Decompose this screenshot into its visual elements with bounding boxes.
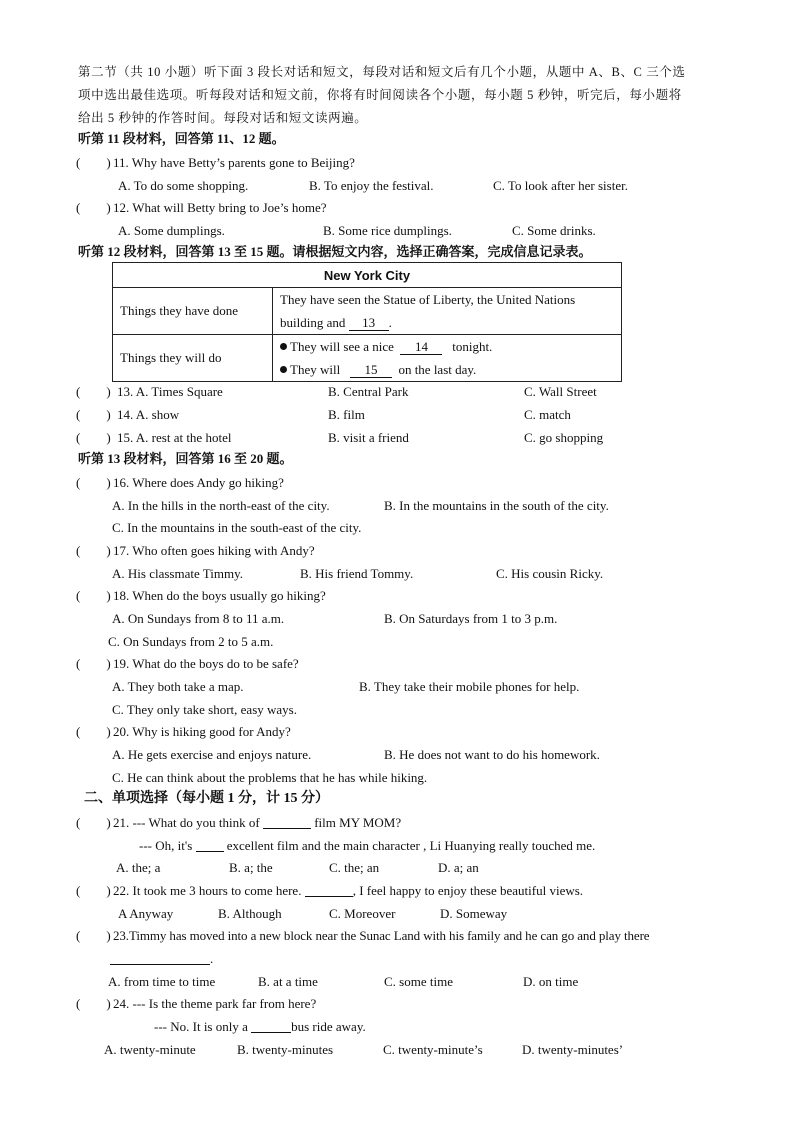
q19-option-a: A. They both take a map. (112, 679, 244, 694)
q21-option-b: B. a; the (229, 860, 273, 875)
q18-option-a: A. On Sundays from 8 to 11 a.m. (112, 611, 285, 626)
q15-option-c: C. go shopping (524, 430, 604, 445)
section-intro-line-1: 第二节（共 10 小题）听下面 3 段长对话和短文，每段对话和短文后有几个小题，从题中 A、B、C 三个选 (78, 65, 686, 79)
part-2-heading: 二、单项选择（每小题 1 分，计 15 分） (84, 791, 329, 806)
blank-24[interactable] (251, 1020, 291, 1033)
blank-14[interactable]: 14 (400, 340, 442, 355)
q23-option-b: B. at a time (258, 974, 318, 989)
question-17: 17. Who often goes hiking with Andy? (113, 543, 315, 558)
bullet-icon (280, 366, 287, 373)
q23-option-a: A. from time to time (108, 974, 216, 989)
table-row-done-line-1: They have seen the Statue of Liberty, the United Nations (280, 292, 576, 307)
q23-option-d: D. on time (523, 974, 579, 989)
q24-option-a: A. twenty-minute (104, 1042, 196, 1057)
section-13-heading: 听第 13 段材料，回答第 16 至 20 题。 (78, 451, 293, 466)
q20-option-a: A. He gets exercise and enjoys nature. (112, 747, 312, 762)
q18-option-c: C. On Sundays from 2 to 5 a.m. (108, 634, 274, 649)
q20-option-c: C. He can think about the problems that he has while hiking. (112, 770, 428, 785)
q17-option-b: B. His friend Tommy. (300, 566, 414, 581)
q20-option-b: B. He does not want to do his homework. (384, 747, 600, 762)
q11-option-b: B. To enjoy the festival. (309, 178, 434, 193)
question-19: 19. What do the boys do to be safe? (113, 656, 299, 671)
answer-bracket[interactable]: ( ) (76, 475, 111, 490)
q14-option-c: C. match (524, 407, 571, 422)
question-18: 18. When do the boys usually go hiking? (113, 588, 326, 603)
question-21: 21. --- What do you think of film MY MOM? (113, 815, 402, 830)
answer-bracket[interactable]: ( ) (76, 430, 111, 445)
q16-option-a: A. In the hills in the north-east of the city. (112, 498, 330, 513)
question-16: 16. Where does Andy go hiking? (113, 475, 284, 490)
q18-option-b: B. On Saturdays from 1 to 3 p.m. (384, 611, 558, 626)
answer-bracket[interactable]: ( ) (76, 883, 111, 898)
q22-option-d: D. Someway (440, 906, 508, 921)
question-15: 15. A. rest at the hotel (117, 430, 232, 445)
q12-option-a: A. Some dumplings. (118, 223, 225, 238)
answer-bracket[interactable]: ( ) (76, 996, 111, 1011)
table-row-label-will-do: Things they will do (113, 335, 273, 382)
answer-bracket[interactable]: ( ) (76, 928, 111, 943)
question-23: 23.Timmy has moved into a new block near the Sunac Land with his family and he can go and play there (113, 928, 650, 943)
info-record-table (112, 262, 622, 382)
section-11-heading: 听第 11 段材料，回答第 11、12 题。 (78, 131, 285, 146)
answer-bracket[interactable]: ( ) (76, 407, 111, 422)
q17-option-c: C. His cousin Ricky. (496, 566, 604, 581)
q24-option-c: C. twenty-minute’s (383, 1042, 483, 1057)
answer-bracket[interactable]: ( ) (76, 815, 111, 830)
question-11: 11. Why have Betty’s parents gone to Beijing? (113, 155, 355, 170)
table-row-will-do-content (273, 335, 622, 382)
answer-bracket[interactable]: ( ) (76, 588, 111, 603)
section-intro-line-3: 给出 5 秒钟的作答时间。每段对话和短文读两遍。 (78, 111, 368, 125)
q12-option-c: C. Some drinks. (512, 223, 596, 238)
q23-option-c: C. some time (384, 974, 453, 989)
q19-option-b: B. They take their mobile phones for help. (359, 679, 580, 694)
section-12-heading: 听第 12 段材料，回答第 13 至 15 题。请根据短文内容，选择正确答案，完成信息记录表。 (78, 244, 592, 259)
q19-option-c: C. They only take short, easy ways. (112, 702, 297, 717)
answer-bracket[interactable] (76, 155, 111, 171)
blank-22[interactable] (305, 884, 353, 897)
answer-bracket[interactable]: ( ) (76, 384, 111, 399)
q22-option-b: B. Although (218, 906, 282, 921)
table-row-done-line-2: building and 13 . (280, 315, 392, 330)
answer-bracket[interactable]: ( ) (76, 200, 111, 215)
bracket-left: ( (76, 155, 81, 170)
question-24-line-2: --- No. It is only a bus ride away. (154, 1019, 366, 1034)
q21-option-d: D. a; an (438, 860, 479, 875)
answer-bracket[interactable]: ( ) (76, 724, 111, 739)
q24-option-b: B. twenty-minutes (237, 1042, 334, 1057)
blank-21b[interactable] (196, 839, 224, 852)
q16-option-c: C. In the mountains in the south-east of the city. (112, 520, 362, 535)
question-24: 24. --- Is the theme park far from here? (113, 996, 317, 1011)
q12-option-b: B. Some rice dumplings. (323, 223, 452, 238)
q13-option-c: C. Wall Street (524, 384, 597, 399)
question-20: 20. Why is hiking good for Andy? (113, 724, 291, 739)
bullet-icon (280, 343, 287, 350)
q21-option-c: C. the; an (329, 860, 380, 875)
section-intro-line-2: 项中选出最佳选项。听每段对话和短文前，你将有时间阅读各个小题，每小题 5 秒钟，听完后，每小题将 (78, 88, 682, 102)
table-row-will-do-line-1: They will see a nice 14 tonight. (280, 335, 614, 358)
question-21-line-2: --- Oh, it's excellent film and the main character , Li Huanying really touched me. (139, 838, 596, 853)
q15-option-b: B. visit a friend (328, 430, 409, 445)
answer-bracket[interactable]: ( ) (76, 656, 111, 671)
q13-option-b: B. Central Park (328, 384, 409, 399)
blank-21a[interactable] (263, 816, 311, 829)
q14-option-b: B. film (328, 407, 365, 422)
blank-15[interactable]: 15 (350, 363, 392, 378)
q11-option-a: A. To do some shopping. (118, 178, 249, 193)
q21-option-a: A. the; a (116, 860, 161, 875)
q17-option-a: A. His classmate Timmy. (112, 566, 243, 581)
blank-13[interactable]: 13 (349, 316, 389, 331)
question-12: 12. What will Betty bring to Joe’s home? (113, 200, 327, 215)
q22-option-c: C. Moreover (329, 906, 396, 921)
bracket-right: ) (106, 155, 111, 170)
question-23-line-2: . (110, 951, 213, 967)
table-row-will-do-line-2: They will 15 on the last day. (280, 358, 614, 381)
blank-23[interactable] (110, 952, 210, 965)
question-14: 14. A. show (117, 407, 180, 422)
q22-option-a: A Anyway (118, 906, 174, 921)
q24-option-d: D. twenty-minutes’ (522, 1042, 624, 1057)
q16-option-b: B. In the mountains in the south of the city. (384, 498, 609, 513)
table-row-done-content (273, 288, 622, 335)
answer-bracket[interactable]: ( ) (76, 543, 111, 558)
question-22: 22. It took me 3 hours to come here. , I feel happy to enjoy these beautiful views. (113, 883, 584, 898)
q11-option-c: C. To look after her sister. (493, 178, 628, 193)
question-13: 13. A. Times Square (117, 384, 223, 399)
table-title: New York City (113, 263, 622, 288)
table-row-label-done: Things they have done (113, 288, 273, 335)
